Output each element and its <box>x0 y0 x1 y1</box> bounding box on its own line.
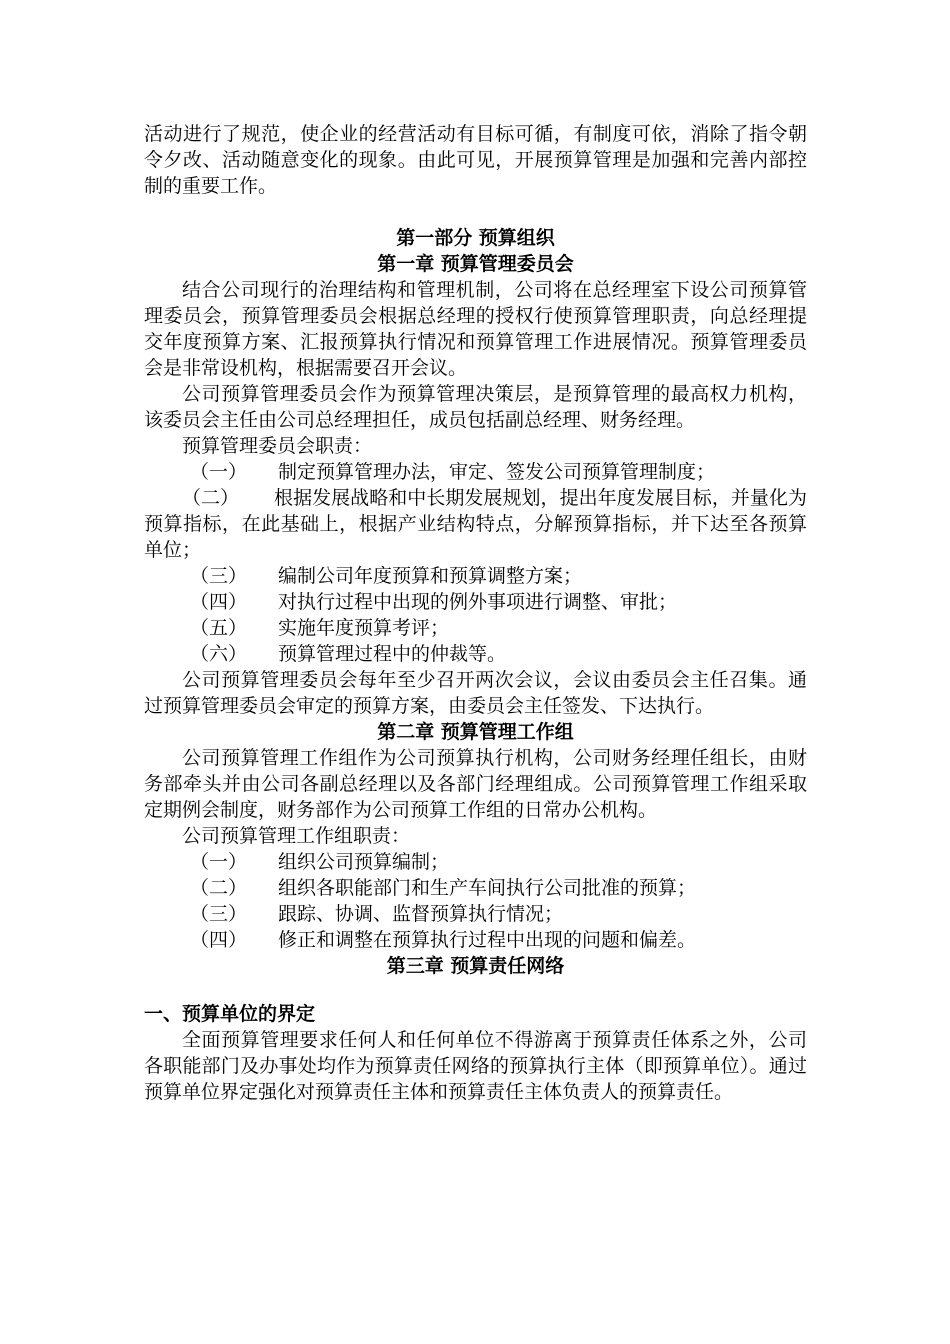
chapter1-duty-1 <box>144 459 807 485</box>
chapter1-duty-3 <box>144 563 807 589</box>
duty-number: （四） <box>190 591 248 613</box>
duty-text: 制定预算管理办法，审定、签发公司预算管理制度； <box>278 461 716 483</box>
chapter2-duty-3 <box>144 901 807 927</box>
duty-text: 根据发展战略和中长期发展规划，提出年度发展目标，并量化为预算指标，在此基础上，根据产业结构特点，分解预算指标，并下达至各预算单位； <box>144 487 807 561</box>
duty-text: 跟踪、协调、监督预算执行情况； <box>278 903 564 925</box>
duty-text: 编制公司年度预算和预算调整方案； <box>278 565 583 587</box>
chapter1-paragraph-1: 结合公司现行的治理结构和管理机制，公司将在总经理室下设公司预算管理委员会，预算管理委员会根据总经理的授权行使预算管理职责，向总经理提交年度预算方案、汇报预算执行情况和预算管理工作进展情况。预算管理委员会是非常设机构，根据需要召开会议。 <box>144 279 807 379</box>
chapter1-title: 第一章 预算管理委员会 <box>377 253 574 275</box>
chapter1-duty-4 <box>144 589 807 615</box>
chapter2-duty-1 <box>144 849 807 875</box>
chapter3-title: 第三章 预算责任网络 <box>386 955 565 977</box>
duty-number: （一） <box>190 851 248 873</box>
duty-text: 组织各职能部门和生产车间执行公司批准的预算； <box>278 877 697 899</box>
chapter1-paragraph-3: 预算管理委员会职责： <box>182 435 373 457</box>
duty-text: 组织公司预算编制； <box>278 851 450 873</box>
chapter2-paragraph-2: 公司预算管理工作组职责： <box>182 825 411 847</box>
duty-number: （一） <box>190 461 248 483</box>
chapter1-duty-2 <box>144 485 807 563</box>
chapter2-title: 第二章 预算管理工作组 <box>377 721 574 743</box>
duty-number: （二） <box>182 487 240 509</box>
section-paragraph: 全面预算管理要求任何人和任何单位不得游离于预算责任体系之外，公司各职能部门及办事处均作为预算责任网络的预算执行主体（即预算单位）。通过预算单位界定强化对预算责任主体和预算责任主体负责人的预算责任。 <box>144 1029 807 1103</box>
chapter2-duty-4 <box>144 927 807 953</box>
duty-text: 预算管理过程中的仲裁等。 <box>278 643 507 665</box>
duty-number: （五） <box>190 617 248 639</box>
intro-paragraph: 活动进行了规范，使企业的经营活动有目标可循，有制度可依，消除了指令朝令夕改、活动随意变化的现象。由此可见，开展预算管理是加强和完善内部控制的重要工作。 <box>144 123 807 197</box>
duty-text: 对执行过程中出现的例外事项进行调整、审批； <box>278 591 678 613</box>
document-page <box>144 121 807 1105</box>
duty-number: （三） <box>190 565 248 587</box>
part-title: 第一部分 预算组织 <box>396 227 555 249</box>
duty-text: 修正和调整在预算执行过程中出现的问题和偏差。 <box>278 929 697 951</box>
chapter1-closing: 公司预算管理委员会每年至少召开两次会议，会议由委员会主任召集。通过预算管理委员会审定的预算方案，由委员会主任签发、下达执行。 <box>144 669 807 717</box>
chapter2-paragraph-1: 公司预算管理工作组作为公司预算执行机构，公司财务经理任组长，由财务部牵头并由公司各副总经理以及各部门经理组成。公司预算管理工作组采取定期例会制度，财务部作为公司预算工作组的日常办公机构。 <box>144 747 807 821</box>
duty-number: （四） <box>190 929 248 951</box>
section-title: 一、预算单位的界定 <box>144 1003 316 1025</box>
chapter1-duty-5 <box>144 615 807 641</box>
duty-text: 实施年度预算考评； <box>278 617 450 639</box>
chapter1-duty-6 <box>144 641 807 667</box>
chapter1-paragraph-2: 公司预算管理委员会作为预算管理决策层，是预算管理的最高权力机构，该委员会主任由公司总经理担任，成员包括副总经理、财务经理。 <box>144 383 807 431</box>
duty-number: （三） <box>190 903 248 925</box>
duty-number: （二） <box>190 877 248 899</box>
duty-number: （六） <box>190 643 248 665</box>
chapter2-duty-2 <box>144 875 807 901</box>
